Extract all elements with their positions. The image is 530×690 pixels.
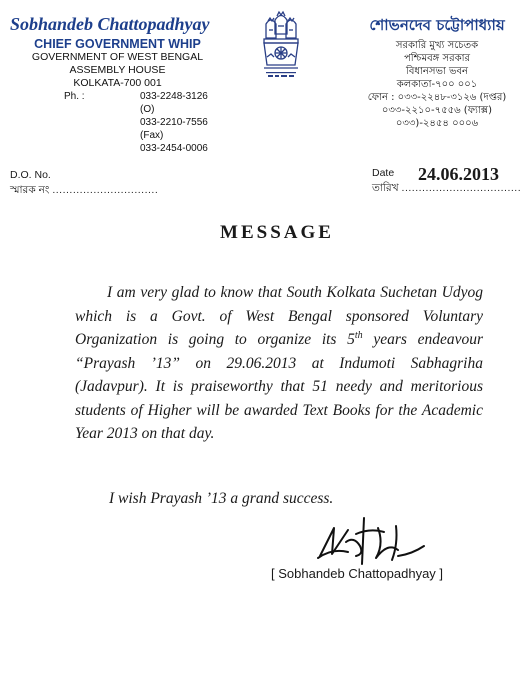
sender-name-bengali: শোভনদেব চট্টোপাধ্যায় — [369, 16, 505, 34]
fax-number: 033-2210-7556 (Fax) — [140, 117, 208, 141]
lion-capital-emblem-icon — [258, 8, 304, 88]
sender-office: ASSEMBLY HOUSE — [69, 64, 166, 76]
sender-government-bengali: পশ্চিমবঙ্গ সরকার — [403, 53, 470, 64]
date-dots: ................................... — [401, 182, 522, 194]
sender-government: GOVERNMENT OF WEST BENGAL — [31, 51, 204, 63]
sender-name: Sobhandeb Chattopadhyay — [10, 14, 210, 34]
date-value: 24.06.2013 — [418, 164, 499, 184]
handwritten-signature — [312, 512, 428, 572]
date-label: Date — [372, 167, 395, 179]
do-number-label-bengali: স্মারক নং — [10, 184, 50, 196]
letterhead-bengali — [352, 14, 522, 130]
sender-office-bengali: বিধানসভা ভবন — [405, 66, 469, 77]
ordinal-suffix: th — [354, 329, 363, 341]
message-wish: I wish Prayash ’13 a grand success. — [109, 490, 334, 507]
phone-list — [10, 90, 225, 155]
phone-number-bengali: ফোন : ০৩৩-২২৪৮-৩১২৬ (দপ্তর) — [367, 92, 507, 103]
reference-number — [10, 168, 158, 198]
phone-number: 033-2454-0006 — [140, 143, 208, 154]
signatory-name: [ Sobhandeb Chattopadhyay ] — [271, 566, 444, 581]
sender-city-bengali: কলকাতা-৭০০ ০০১ — [396, 79, 478, 90]
phone-number-bengali: ০৩৩)-২৪৫৪ ০০০৬ — [395, 118, 479, 129]
do-number-label: D.O. No. — [10, 169, 51, 181]
phone-label: Ph. : — [64, 91, 85, 102]
message-body — [75, 281, 483, 446]
do-number-dots: ............................... — [52, 184, 159, 196]
message-heading: MESSAGE — [220, 222, 334, 243]
date-label-bengali: তারিখ — [372, 182, 399, 194]
sender-city: KOLKATA-700 001 — [73, 77, 162, 89]
sender-designation-bengali: সরকারি মুখ্য সচেতক — [395, 40, 479, 51]
fax-number-bengali: ০৩৩-২২১০-৭৫৫৬ (ফ্যাক্স) — [381, 105, 493, 116]
letterhead-english — [10, 14, 225, 155]
phone-number: 033-2248-3126 (O) — [140, 91, 208, 115]
sender-designation: CHIEF GOVERNMENT WHIP — [34, 37, 201, 51]
message-body-text: I am very glad to know that South Kolkata Suchetan Udyog which is a Govt. of West Bengal sponsored Voluntary Organization is going to organize its 5 — [75, 284, 483, 348]
message-body-text: years endeavour “Prayash ’13” on 29.06.2013 at Indumoti Sabhagriha (Jadavpur). It is praiseworthy that 51 needy and meritorious students of Higher will be awarded Text Books for the Academic Year 2013 on that day. — [75, 331, 484, 442]
